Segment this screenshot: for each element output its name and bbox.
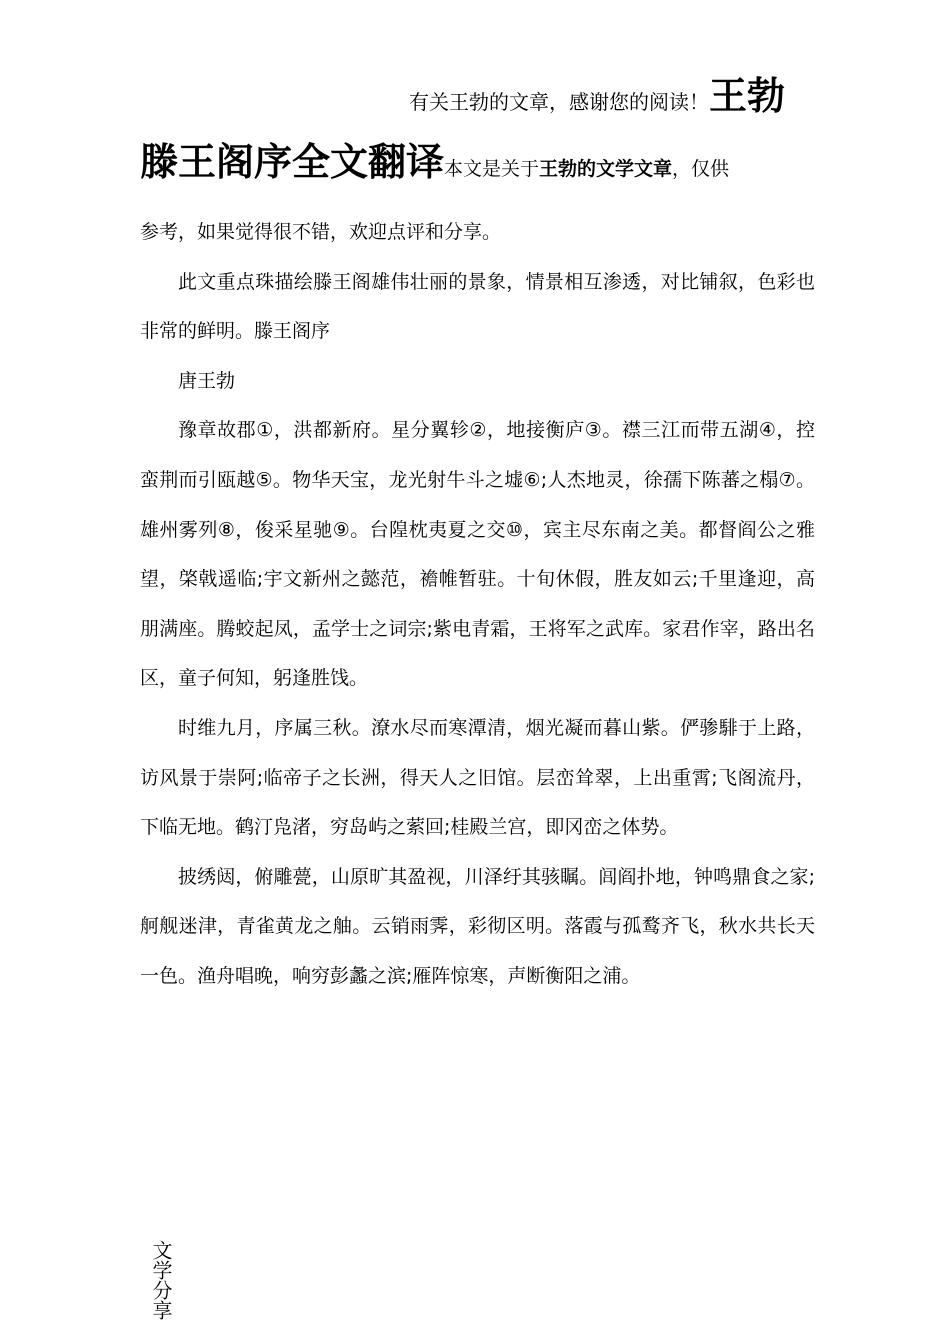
header-line [140,66,810,134]
paragraph-1: 豫章故郡①，洪都新府。星分翼轸②，地接衡庐③。襟三江而带五湖④，控蛮荆而引瓯越⑤。物华天宝，龙光射牛斗之墟⑥;人杰地灵，徐孺下陈蕃之榻⑦。雄州雾列⑧，俊采星驰⑨。台隍枕夷夏之交⑩，宾主尽东南之美。都督阎公之雅望，棨戟遥临;宇文新州之懿范，襜帷暂驻。十旬休假，胜友如云;千里逢迎，高朋满座。腾蛟起凤，孟学士之词宗;紫电青霜，王将军之武库。家君作宰，路出名区，童子何知，躬逢胜饯。 [140,419,815,690]
title-second-part: 滕王阁序全文翻译 [140,140,445,184]
paragraph-3: 披绣闼，俯雕甍，山原旷其盈视，川泽纡其骇瞩。闾阎扑地，钟鸣鼎食之家;舸舰迷津，青雀黄龙之舳。云销雨霁，彩彻区明。落霞与孤鹜齐飞，秋水共长天一色。渔舟唱晚，响穷彭蠡之滨;雁阵惊寒，声断衡阳之浦。 [140,865,815,987]
paragraph-author: 唐王勃 [178,369,236,392]
document-body [140,208,815,1002]
footer-vertical-note: 文学分享 [149,1240,173,1320]
title-first-part: 王勃 [708,74,785,118]
header-note: 有关王勃的文章，感谢您的阅读！ [408,90,709,114]
intro-text-part2: ，仅供 [672,158,730,180]
intro-line-2: 参考，如果觉得很不错，欢迎点评和分享。 [140,221,502,243]
paragraph-summary: 此文重点珠描绘滕王阁雄伟壮丽的景象，情景相互渗透，对比铺叙，色彩也非常的鲜明。滕王阁序 [140,270,815,343]
intro-text-bold: 王勃的文学文章 [539,158,673,180]
title-line [140,134,820,198]
intro-text-part1: 本文是关于 [444,158,540,180]
paragraph-2: 时维九月，序属三秋。潦水尽而寒潭清，烟光凝而暮山紫。俨骖騑于上路，访风景于崇阿;临帝子之长洲，得天人之旧馆。层峦耸翠，上出重霄;飞阁流丹，下临无地。鹤汀凫渚，穷岛屿之萦回;桂殿兰宫，即冈峦之体势。 [140,716,815,839]
